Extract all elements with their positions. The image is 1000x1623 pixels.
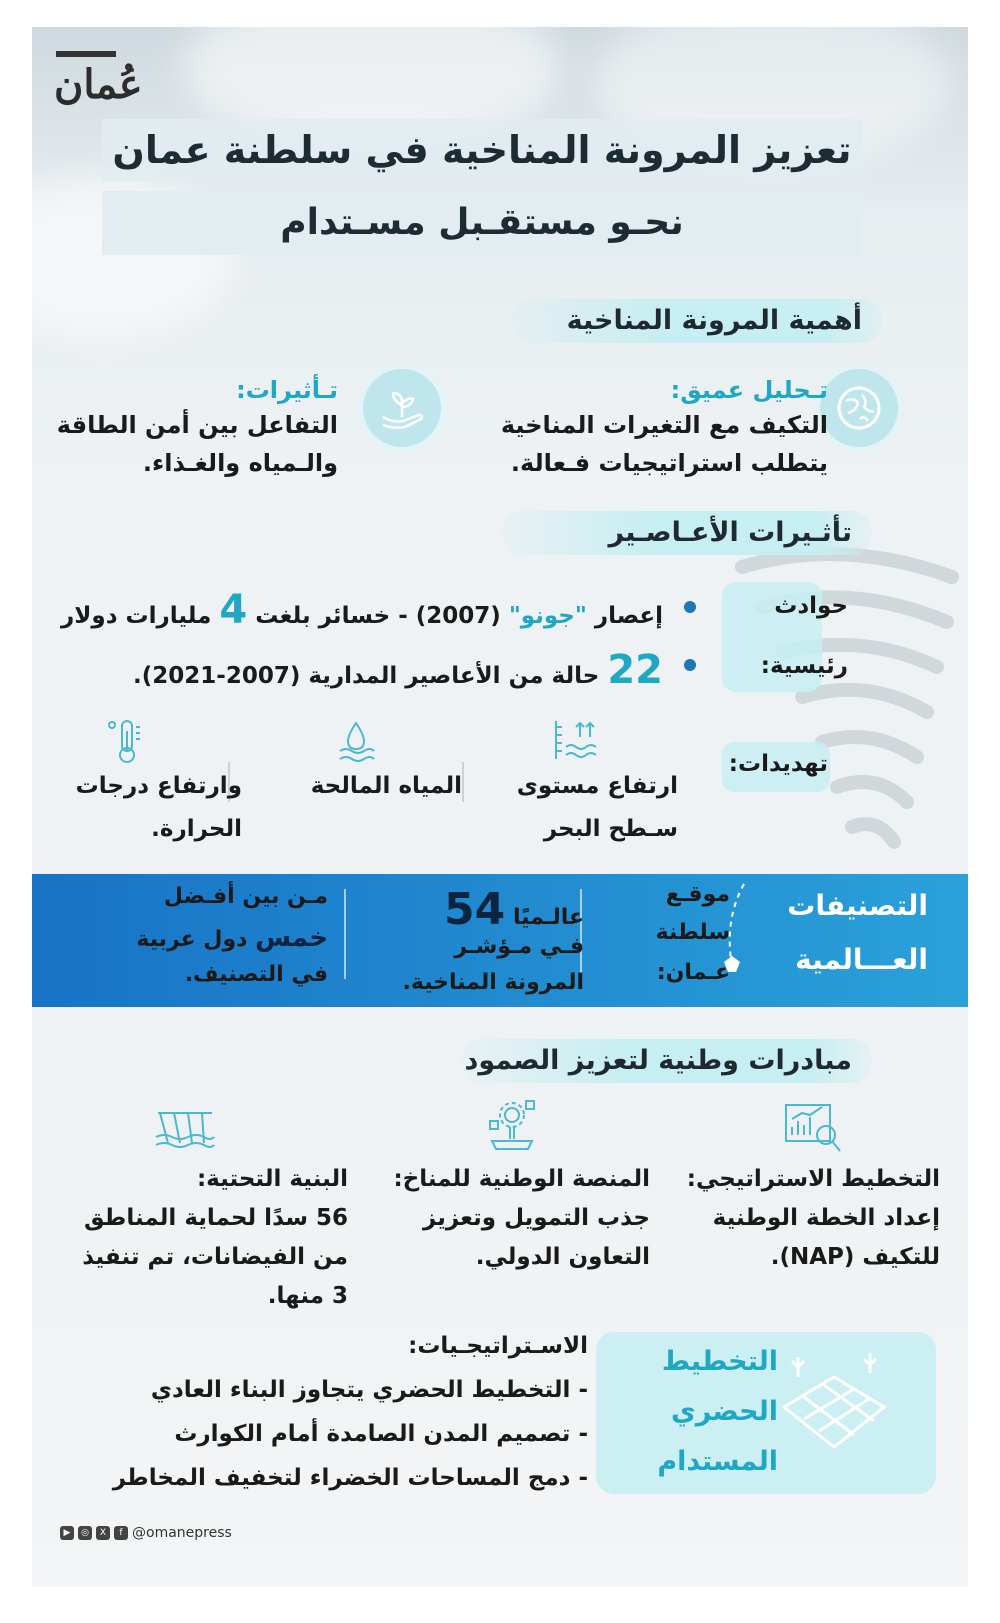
rank-line1: عالـميًا 54	[444, 884, 584, 935]
divider	[344, 889, 346, 979]
section-heading-initiatives: مبادرات وطنية لتعزيز الصمود	[462, 1039, 872, 1083]
threats-label: تهديدات:	[728, 751, 828, 777]
initiative-infra-line2: من الفيضانات، تم تنفيذ	[82, 1244, 348, 1270]
strategy-item-1: - التخطيط الحضري يتجاوز البناء العادي	[150, 1377, 588, 1403]
divider	[462, 762, 464, 802]
analysis-line1: التكيف مع التغيرات المناخية	[500, 411, 828, 439]
social-footer	[60, 1525, 232, 1541]
initiative-infra-title: البنية التحتية:	[196, 1166, 348, 1192]
event1-text: إعصار "جونو" (2007) - خسائر بلغت 4 مليارات دولار	[61, 587, 663, 633]
rank-line2: فـي مـؤشـر	[454, 934, 584, 959]
initiative-platform-line2: التعاون الدولي.	[475, 1244, 650, 1270]
initiative-strategic-title: التخطيط الاستراتيجي:	[686, 1166, 940, 1192]
urban-box-line3: المستدام	[657, 1446, 778, 1477]
platform-gear-icon	[484, 1097, 540, 1155]
x-icon[interactable]: X	[96, 1526, 110, 1540]
threat-salt-water: المياه المالحة	[310, 773, 462, 799]
initiative-infra-line1: 56 سدًا لحماية المناطق	[83, 1205, 348, 1231]
impacts-line2: والـمياه والغـذاء.	[142, 449, 338, 477]
initiative-strategic-line2: للتكيف (NAP).	[770, 1244, 940, 1270]
logo-text: عُمان	[54, 61, 143, 108]
city-map-icon	[774, 1347, 894, 1467]
oman-logo	[54, 47, 144, 117]
top-line3: في التصنيف.	[184, 962, 328, 987]
rankings-band	[32, 874, 968, 1007]
section-heading-cyclones: تأثـيرات الأعـاصـير	[502, 511, 872, 555]
strategy-chart-icon	[782, 1099, 846, 1155]
plant-hand-icon	[375, 381, 429, 435]
instagram-icon[interactable]: ◎	[78, 1526, 92, 1540]
sea-level-icon	[552, 717, 598, 763]
section-heading-importance: أهمية المرونة المناخية	[512, 299, 882, 343]
threat-sea-line2: سـطح البحر	[543, 816, 678, 842]
analysis-label: تـحليل عميق:	[670, 376, 828, 404]
event2-text: 22 حالة من الأعاصير المدارية (2007-2021).	[133, 647, 663, 693]
rankings-heading2: العـــالمية	[795, 943, 928, 976]
location-line2: سلطنة	[655, 920, 730, 945]
facebook-icon[interactable]: f	[114, 1526, 128, 1540]
location-line1: موقـع	[665, 882, 730, 907]
urban-box-line1: التخطيط	[661, 1346, 778, 1377]
events-side-label2: رئيسية:	[760, 653, 848, 679]
logo-bar	[56, 51, 116, 57]
page-title: تعزيز المرونة المناخية في سلطنة عمان	[102, 119, 862, 181]
location-line3: عـمان:	[656, 960, 730, 985]
dam-icon	[154, 1103, 216, 1151]
top-line1: مـن بين أفـضل	[163, 884, 328, 909]
events-side-label1: حوادث	[774, 593, 848, 619]
top-line2: خمس دول عربية	[136, 923, 328, 953]
strategy-item-2: - تصميم المدن الصامدة أمام الكوارث	[174, 1421, 588, 1447]
initiative-platform-line1: جذب التمويل وتعزيز	[422, 1205, 650, 1231]
strategy-item-3: - دمج المساحات الخضراء لتخفيف المخاطر	[112, 1465, 588, 1491]
threat-temp-line1: وارتفاع درجات	[75, 773, 242, 799]
impacts-label: تـأثيرات:	[236, 376, 338, 404]
threat-sea-line1: ارتفاع مستوى	[516, 773, 678, 799]
thermometer-icon	[106, 717, 150, 765]
impacts-line1: التفاعل بين أمن الطاقة	[56, 411, 338, 439]
water-drop-icon	[334, 719, 378, 763]
social-handle[interactable]: @omanepress	[132, 1525, 232, 1541]
plant-hand-icon-circle	[357, 363, 447, 453]
analysis-line2: يتطلب استراتيجيات فـعالة.	[510, 449, 828, 477]
initiative-platform-title: المنصة الوطنية للمناخ:	[393, 1166, 650, 1192]
initiative-infra-line3: 3 منها.	[267, 1283, 348, 1309]
rank-line3: المرونة المناخية.	[402, 970, 584, 995]
strategies-label: الاسـتراتيجـيات:	[408, 1333, 588, 1359]
bullet-dot	[684, 601, 696, 613]
bullet-dot	[684, 659, 696, 671]
initiative-strategic-line1: إعداد الخطة الوطنية	[712, 1205, 940, 1231]
infographic-canvas	[32, 27, 968, 1587]
urban-box-line2: الحضري	[671, 1396, 778, 1427]
youtube-icon[interactable]: ▶	[60, 1526, 74, 1540]
page-subtitle: نحـو مستقـبل مسـتدام	[102, 191, 862, 255]
rankings-heading1: التصنيفات	[787, 889, 928, 922]
globe-icon	[834, 383, 884, 433]
threat-temp-line2: الحرارة.	[151, 816, 242, 842]
